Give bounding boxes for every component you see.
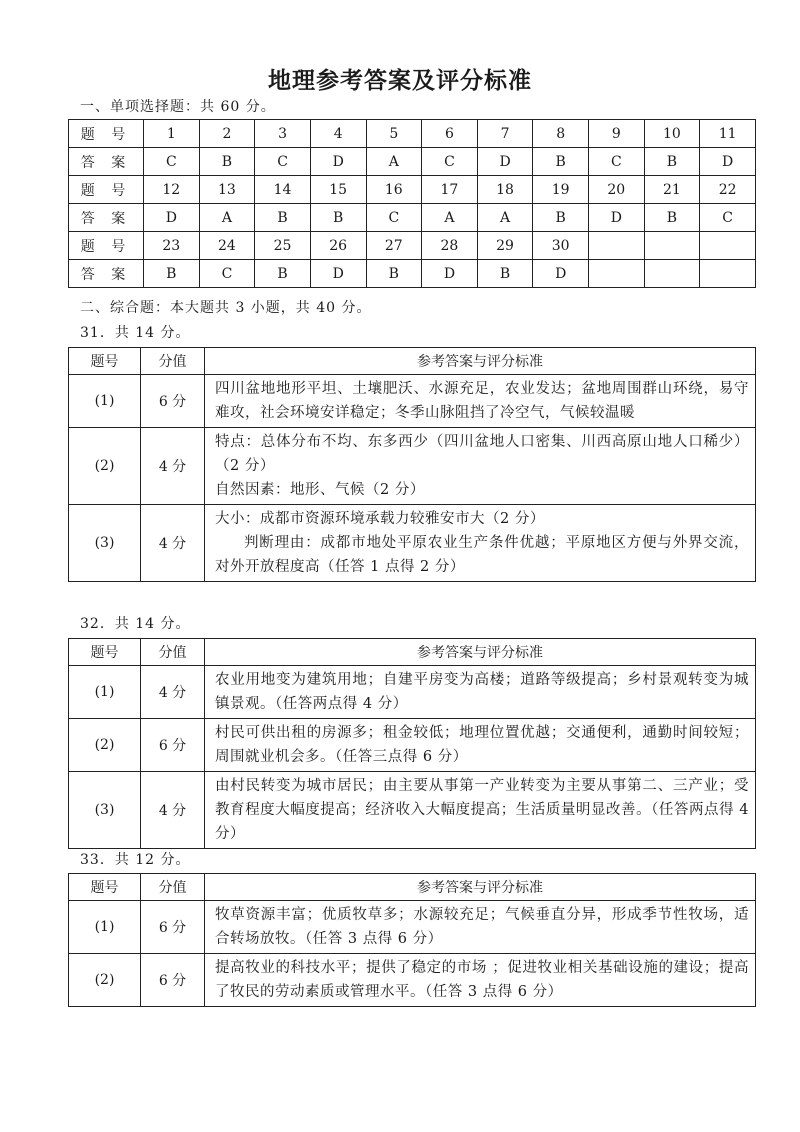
mc-question-number: 27	[366, 232, 422, 260]
mc-answer-cell	[700, 260, 756, 288]
mc-answer-cell: C	[199, 260, 255, 288]
score-value: 4 分	[141, 428, 205, 505]
mc-answer-cell: D	[477, 148, 533, 176]
answer-line: 判断理由：成都市地处平原农业生产条件优越；平原地区方便与外界交流，对外开放程度高（任答 1 点得 2 分）	[215, 535, 749, 575]
mc-question-label: 题 号	[69, 176, 144, 204]
sub-question-number: (3)	[69, 505, 141, 582]
mc-answer-label: 答 案	[69, 148, 144, 176]
col-header-answer: 参考答案与评分标准	[205, 874, 756, 901]
mc-question-number: 1	[144, 120, 200, 148]
mc-question-number: 2	[199, 120, 255, 148]
sub-question-number: (1)	[69, 666, 141, 719]
mc-answer-cell: D	[422, 260, 478, 288]
answer-line: 由村民转变为城市居民；由主要从事第一产业转变为主要从事第二、三产业；受教育程度大幅度提高；经济收入大幅度提高；生活质量明显改善。（任答两点得 4 分）	[215, 778, 749, 842]
score-value: 4 分	[141, 666, 205, 719]
col-header-num: 题号	[69, 348, 141, 375]
sub-question-number: (1)	[69, 375, 141, 428]
page-title: 地理参考答案及评分标准	[268, 67, 532, 94]
mc-answer-table	[68, 119, 756, 288]
mc-answer-cell: C	[144, 148, 200, 176]
mc-answer-row	[69, 204, 756, 232]
mc-question-number: 6	[422, 120, 478, 148]
mc-question-number: 15	[310, 176, 366, 204]
mc-answer-cell: C	[366, 204, 422, 232]
mc-question-row	[69, 120, 756, 148]
q31-table	[68, 347, 756, 582]
mc-answer-cell	[644, 260, 700, 288]
answer-text	[205, 505, 756, 582]
mc-answer-cell: B	[144, 260, 200, 288]
mc-answer-cell: C	[700, 204, 756, 232]
mc-question-number: 4	[310, 120, 366, 148]
mc-question-number: 7	[477, 120, 533, 148]
mc-answer-cell: B	[477, 260, 533, 288]
mc-answer-cell: C	[255, 148, 311, 176]
col-header-answer: 参考答案与评分标准	[205, 639, 756, 666]
mc-question-number: 8	[533, 120, 589, 148]
mc-answer-cell: B	[366, 260, 422, 288]
mc-answer-cell: D	[589, 204, 645, 232]
answer-row	[69, 375, 756, 428]
mc-answer-cell: B	[310, 204, 366, 232]
mc-answer-cell: D	[144, 204, 200, 232]
mc-question-number	[700, 232, 756, 260]
answer-row	[69, 901, 756, 954]
mc-question-number: 23	[144, 232, 200, 260]
mc-answer-label: 答 案	[69, 260, 144, 288]
mc-question-number: 26	[310, 232, 366, 260]
score-value: 6 分	[141, 375, 205, 428]
mc-question-number: 24	[199, 232, 255, 260]
mc-question-number: 19	[533, 176, 589, 204]
mc-answer-cell: D	[533, 260, 589, 288]
part2-heading: 二、综合题：本大题共 3 小题，共 40 分。	[80, 300, 372, 316]
mc-answer-cell: C	[589, 148, 645, 176]
q32-heading: 32．共 14 分。	[80, 616, 191, 632]
answer-line: 四川盆地地形平坦、土壤肥沃、水源充足，农业发达；盆地周围群山环绕，易守难攻，社会环境安详稳定；冬季山脉阻挡了冷空气，气候较温暖	[215, 381, 749, 421]
mc-answer-cell: B	[199, 148, 255, 176]
mc-question-label: 题 号	[69, 120, 144, 148]
score-value: 6 分	[141, 901, 205, 954]
mc-answer-cell: A	[199, 204, 255, 232]
mc-question-number: 16	[366, 176, 422, 204]
answer-line: 特点：总体分布不均、东多西少（四川盆地人口密集、川西高原山地人口稀少）（2 分）	[215, 434, 749, 474]
sub-question-number: (2)	[69, 719, 141, 772]
mc-answer-cell: A	[422, 204, 478, 232]
mc-answer-cell: B	[644, 148, 700, 176]
answer-line: 大小：成都市资源环境承载力较雅安市大（2 分）	[215, 511, 545, 527]
mc-question-number: 29	[477, 232, 533, 260]
sub-question-number: (2)	[69, 428, 141, 505]
sub-question-number: (3)	[69, 772, 141, 849]
answer-text	[205, 901, 756, 954]
score-value: 4 分	[141, 505, 205, 582]
mc-answer-row	[69, 148, 756, 176]
answer-row	[69, 772, 756, 849]
mc-answer-cell: B	[255, 260, 311, 288]
answer-text	[205, 666, 756, 719]
mc-question-number: 3	[255, 120, 311, 148]
mc-question-number: 17	[422, 176, 478, 204]
mc-answer-cell	[589, 260, 645, 288]
part1-heading: 一、单项选择题：共 60 分。	[80, 99, 276, 115]
mc-question-number: 21	[644, 176, 700, 204]
mc-question-number: 10	[644, 120, 700, 148]
mc-question-number: 20	[589, 176, 645, 204]
answer-text	[205, 375, 756, 428]
mc-answer-cell: D	[310, 260, 366, 288]
mc-question-number: 14	[255, 176, 311, 204]
mc-answer-cell: B	[533, 204, 589, 232]
answer-text	[205, 428, 756, 505]
mc-question-row	[69, 176, 756, 204]
mc-question-number	[589, 232, 645, 260]
mc-question-number: 30	[533, 232, 589, 260]
score-value: 6 分	[141, 954, 205, 1007]
mc-question-number	[644, 232, 700, 260]
answer-row	[69, 505, 756, 582]
mc-answer-cell: D	[700, 148, 756, 176]
mc-question-number: 18	[477, 176, 533, 204]
mc-answer-cell: A	[477, 204, 533, 232]
q33-heading: 33．共 12 分。	[80, 852, 191, 868]
q32-table	[68, 638, 756, 849]
answer-row	[69, 954, 756, 1007]
answer-row	[69, 719, 756, 772]
col-header-num: 题号	[69, 874, 141, 901]
mc-question-number: 28	[422, 232, 478, 260]
mc-answer-cell: B	[255, 204, 311, 232]
answer-line: 农业用地变为建筑用地；自建平房变为高楼；道路等级提高；乡村景观转变为城镇景观。（任答两点得 4 分）	[215, 672, 749, 712]
answer-row	[69, 666, 756, 719]
sub-question-number: (2)	[69, 954, 141, 1007]
answer-line: 村民可供出租的房源多；租金较低；地理位置优越；交通便利，通勤时间较短；周围就业机会多。（任答三点得 6 分）	[215, 725, 749, 765]
sub-question-number: (1)	[69, 901, 141, 954]
col-header-score: 分值	[141, 874, 205, 901]
answer-text	[205, 719, 756, 772]
q33-table	[68, 873, 756, 1007]
mc-question-number: 13	[199, 176, 255, 204]
mc-answer-cell: C	[422, 148, 478, 176]
mc-answer-cell: A	[366, 148, 422, 176]
mc-question-number: 12	[144, 176, 200, 204]
col-header-answer: 参考答案与评分标准	[205, 348, 756, 375]
answer-line: 牧草资源丰富；优质牧草多；水源较充足；气候垂直分异，形成季节性牧场，适合转场放牧。（任答 3 点得 6 分）	[215, 907, 749, 947]
score-value: 6 分	[141, 719, 205, 772]
mc-question-number: 5	[366, 120, 422, 148]
answer-text	[205, 772, 756, 849]
mc-answer-cell: B	[644, 204, 700, 232]
col-header-num: 题号	[69, 639, 141, 666]
mc-answer-cell: B	[533, 148, 589, 176]
mc-question-number: 9	[589, 120, 645, 148]
mc-question-number: 25	[255, 232, 311, 260]
score-value: 4 分	[141, 772, 205, 849]
col-header-score: 分值	[141, 639, 205, 666]
q31-heading: 31．共 14 分。	[80, 325, 191, 341]
mc-question-number: 22	[700, 176, 756, 204]
mc-question-label: 题 号	[69, 232, 144, 260]
mc-answer-row	[69, 260, 756, 288]
answer-line: 自然因素：地形、气候（2 分）	[215, 482, 425, 498]
mc-answer-label: 答 案	[69, 204, 144, 232]
answer-row	[69, 428, 756, 505]
mc-answer-cell: D	[310, 148, 366, 176]
answer-text	[205, 954, 756, 1007]
mc-question-row	[69, 232, 756, 260]
answer-line: 提高牧业的科技水平；提供了稳定的市场 ；促进牧业相关基础设施的建设；提高了牧民的劳动素质或管理水平。（任答 3 点得 6 分）	[215, 960, 749, 1000]
mc-question-number: 11	[700, 120, 756, 148]
col-header-score: 分值	[141, 348, 205, 375]
